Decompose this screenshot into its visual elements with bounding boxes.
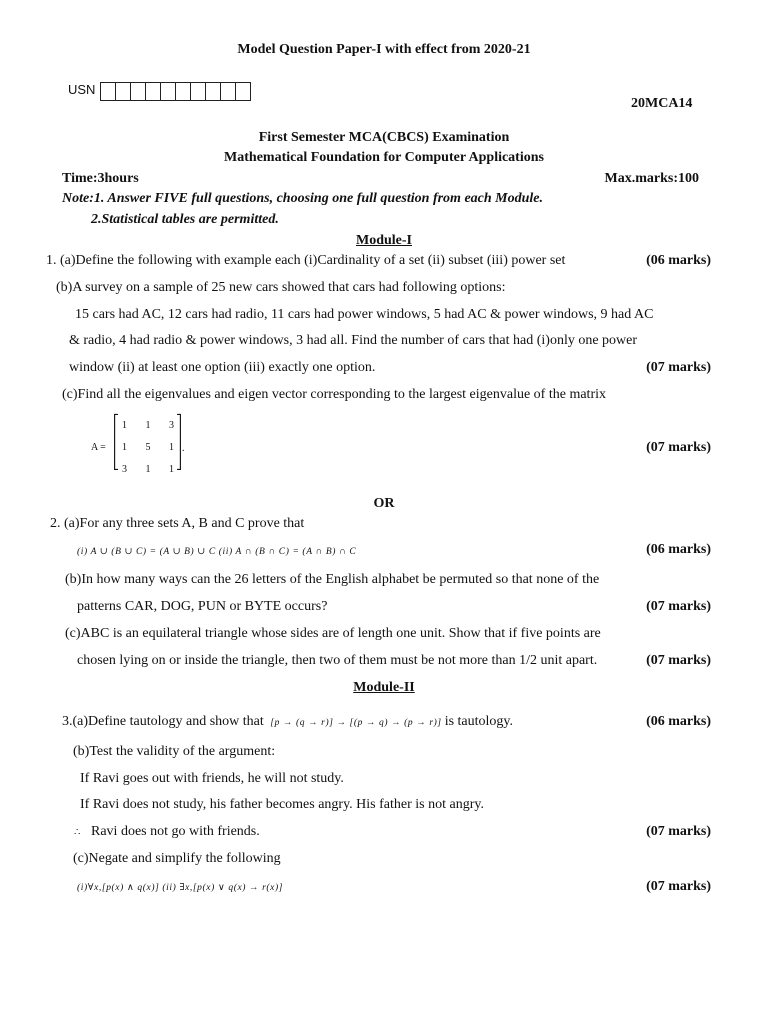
question-1b-line-1: (b)A survey on a sample of 25 new cars showed that cars had following options: xyxy=(56,280,506,295)
usn-box[interactable] xyxy=(235,82,251,101)
subject-title: Mathematical Foundation for Computer Applications xyxy=(224,150,544,165)
usn-box[interactable] xyxy=(220,82,236,101)
usn-box[interactable] xyxy=(145,82,161,101)
note-2: 2.Statistical tables are permitted. xyxy=(91,212,279,227)
question-3a-text: 3.(a)Define tautology and show that xyxy=(62,714,264,729)
question-1a-marks: (06 marks) xyxy=(646,253,711,268)
usn-box[interactable] xyxy=(115,82,131,101)
question-2c-line-2: chosen lying on or inside the triangle, then two of them must be not more than 1/2 unit apart. xyxy=(77,653,598,668)
matrix-cell: 3 xyxy=(122,464,127,475)
time-label: Time:3hours xyxy=(62,171,139,186)
therefore-symbol: ∴ xyxy=(74,827,81,838)
matrix-cell: 1 xyxy=(145,420,151,431)
matrix-cell: 1 xyxy=(169,442,174,453)
usn-box[interactable] xyxy=(160,82,176,101)
usn-label: USN xyxy=(68,82,96,97)
question-3a xyxy=(62,714,513,731)
matrix-cell: 3 xyxy=(169,420,174,431)
question-3c: (c)Negate and simplify the following xyxy=(73,851,281,866)
matrix-left-bracket: ⎡ ⎢ ⎢ ⎣ xyxy=(113,414,119,470)
module-1-heading: Module-I xyxy=(356,233,412,248)
matrix-period: . xyxy=(182,443,185,454)
or-separator: OR xyxy=(373,496,395,511)
note-1: Note:1. Answer FIVE full questions, choosing one full question from each Module. xyxy=(62,191,543,206)
matrix-row xyxy=(122,420,174,432)
subject-code: 20MCA14 xyxy=(631,96,693,111)
usn-box[interactable] xyxy=(130,82,146,101)
matrix-row xyxy=(122,464,174,476)
question-2a: 2. (a)For any three sets A, B and C prove that xyxy=(50,516,305,531)
usn-box[interactable] xyxy=(190,82,206,101)
question-2b-marks: (07 marks) xyxy=(646,599,711,614)
question-3a-suffix: is tautology. xyxy=(444,714,514,729)
matrix-right-bracket: ⎤ ⎥ ⎥ ⎦ xyxy=(176,414,182,470)
premise-1: If Ravi goes out with friends, he will not study. xyxy=(80,771,344,786)
question-1b-line-2: 15 cars had AC, 12 cars had radio, 11 cars had power windows, 5 had AC & power windows, 9 had AC xyxy=(75,307,654,322)
question-3a-marks: (06 marks) xyxy=(646,714,711,729)
question-2a-math: (i) A ∪ (B ∪ C) = (A ∪ B) ∪ C (ii) A ∩ (B ∩ C) = (A ∩ B) ∩ C xyxy=(77,547,357,557)
usn-box[interactable] xyxy=(100,82,116,101)
premise-2: If Ravi does not study, his father becomes angry. His father is not angry. xyxy=(80,797,484,812)
question-1c: (c)Find all the eigenvalues and eigen vector corresponding to the largest eigenvalue of the matrix xyxy=(62,387,606,402)
question-2b-line-2: patterns CAR, DOG, PUN or BYTE occurs? xyxy=(77,599,328,614)
question-3c-math: (i)∀x,[p(x) ∧ q(x)] (ii) ∃x,[p(x) ∨ q(x) → r(x)] xyxy=(77,883,284,893)
usn-box[interactable] xyxy=(175,82,191,101)
matrix-cell: 5 xyxy=(145,442,151,453)
question-2c-line-1: (c)ABC is an equilateral triangle whose sides are of length one unit. Show that if five points are xyxy=(65,626,601,641)
matrix-cell: 1 xyxy=(169,464,174,475)
matrix-cell: 1 xyxy=(122,442,127,453)
question-1b-line-3: & radio, 4 had radio & power windows, 3 had all. Find the number of cars that had (i)only one power xyxy=(69,333,638,348)
matrix-cell: 1 xyxy=(145,464,151,475)
matrix xyxy=(122,420,174,476)
question-1a: 1. (a)Define the following with example each (i)Cardinality of a set (ii) subset (iii) power set xyxy=(46,253,566,268)
question-3b-marks: (07 marks) xyxy=(646,824,711,839)
question-2b-line-1: (b)In how many ways can the 26 letters of the English alphabet be permuted so that none of the xyxy=(65,572,600,587)
usn-box[interactable] xyxy=(205,82,221,101)
question-1b-line-4: window (ii) at least one option (iii) exactly one option. xyxy=(69,360,376,375)
paper-title: Model Question Paper-I with effect from 2020-21 xyxy=(237,42,531,57)
question-2c-marks: (07 marks) xyxy=(646,653,711,668)
max-marks-label: Max.marks:100 xyxy=(604,171,699,186)
module-2-heading: Module-II xyxy=(353,680,415,695)
exam-title: First Semester MCA(CBCS) Examination xyxy=(258,130,510,145)
matrix-row xyxy=(122,442,174,454)
usn-boxes[interactable] xyxy=(101,82,251,101)
question-3c-marks: (07 marks) xyxy=(646,879,711,894)
question-3a-math: [p → (q → r)] → [(p → q) → (p → r)] xyxy=(270,718,442,728)
question-3b: (b)Test the validity of the argument: xyxy=(73,744,276,759)
question-2a-marks: (06 marks) xyxy=(646,542,711,557)
question-1c-marks: (07 marks) xyxy=(646,440,711,455)
matrix-label: A = xyxy=(91,442,106,453)
conclusion: Ravi does not go with friends. xyxy=(91,824,260,839)
question-1b-marks: (07 marks) xyxy=(646,360,711,375)
matrix-cell: 1 xyxy=(122,420,127,431)
